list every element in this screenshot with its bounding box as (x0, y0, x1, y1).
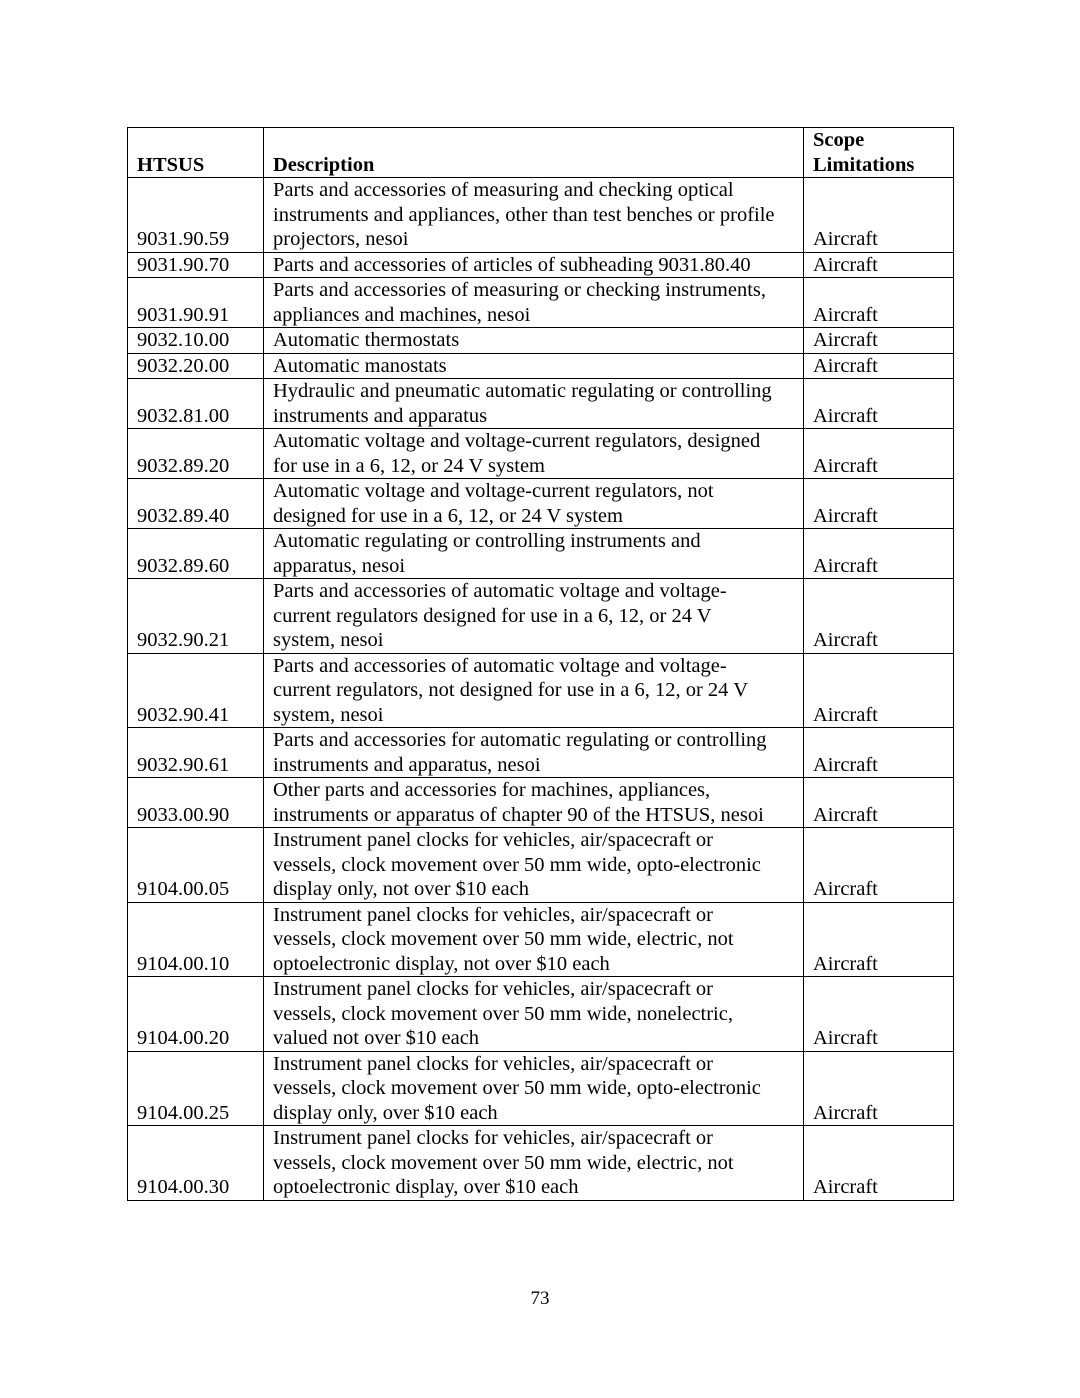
scope-limitation-cell: Aircraft (804, 977, 954, 1052)
description-cell: Automatic thermostats (264, 328, 804, 354)
scope-limitation-cell: Aircraft (804, 328, 954, 354)
description-cell: Instrument panel clocks for vehicles, air/spacecraft or vessels, clock movement over 50 mm wide, opto-electronic display only, over $10 each (264, 1051, 804, 1126)
scope-limitation-cell: Aircraft (804, 579, 954, 654)
table-row (128, 977, 954, 1052)
description-cell: Parts and accessories for automatic regulating or controlling instruments and apparatus, nesoi (264, 728, 804, 778)
header-htsus: HTSUS (128, 128, 264, 178)
htsus-code-cell: 9032.90.41 (128, 653, 264, 728)
table-row (128, 828, 954, 903)
scope-limitation-cell: Aircraft (804, 353, 954, 379)
table-body (128, 178, 954, 1201)
scope-limitation-cell: Aircraft (804, 529, 954, 579)
htsus-code-cell: 9033.00.90 (128, 778, 264, 828)
table-row (128, 278, 954, 328)
table-row (128, 653, 954, 728)
scope-limitation-cell: Aircraft (804, 778, 954, 828)
htsus-code-cell: 9032.81.00 (128, 379, 264, 429)
htsus-code-cell: 9032.10.00 (128, 328, 264, 354)
htsus-code-cell: 9032.89.40 (128, 479, 264, 529)
header-scope-limitations: Scope Limitations (804, 128, 954, 178)
table-row (128, 178, 954, 253)
description-cell: Automatic regulating or controlling instruments and apparatus, nesoi (264, 529, 804, 579)
table-header-row (128, 128, 954, 178)
htsus-code-cell: 9104.00.25 (128, 1051, 264, 1126)
scope-limitation-cell: Aircraft (804, 429, 954, 479)
scope-limitation-cell: Aircraft (804, 479, 954, 529)
htsus-code-cell: 9031.90.91 (128, 278, 264, 328)
scope-limitation-cell: Aircraft (804, 728, 954, 778)
description-cell: Automatic voltage and voltage-current regulators, not designed for use in a 6, 12, or 24 V system (264, 479, 804, 529)
header-description: Description (264, 128, 804, 178)
description-cell: Automatic voltage and voltage-current regulators, designed for use in a 6, 12, or 24 V system (264, 429, 804, 479)
description-cell: Automatic manostats (264, 353, 804, 379)
scope-limitation-cell: Aircraft (804, 379, 954, 429)
htsus-code-cell: 9104.00.10 (128, 902, 264, 977)
description-cell: Parts and accessories of measuring and checking optical instruments and appliances, other than test benches or profile projectors, nesoi (264, 178, 804, 253)
description-cell: Parts and accessories of automatic voltage and voltage- current regulators, not designed for use in a 6, 12, or 24 V system, nesoi (264, 653, 804, 728)
description-cell: Instrument panel clocks for vehicles, air/spacecraft or vessels, clock movement over 50 mm wide, opto-electronic display only, not over $10 each (264, 828, 804, 903)
htsus-code-cell: 9032.90.21 (128, 579, 264, 654)
scope-limitation-cell: Aircraft (804, 653, 954, 728)
htsus-code-cell: 9031.90.59 (128, 178, 264, 253)
table-row (128, 529, 954, 579)
htsus-code-cell: 9032.20.00 (128, 353, 264, 379)
htsus-code-cell: 9104.00.20 (128, 977, 264, 1052)
description-cell: Other parts and accessories for machines, appliances, instruments or apparatus of chapter 90 of the HTSUS, nesoi (264, 778, 804, 828)
scope-limitation-cell: Aircraft (804, 278, 954, 328)
htsus-table (127, 127, 954, 1201)
description-cell: Instrument panel clocks for vehicles, air/spacecraft or vessels, clock movement over 50 mm wide, electric, not optoelectronic display, over $10 each (264, 1126, 804, 1201)
page-number: 73 (530, 1288, 550, 1309)
htsus-code-cell: 9032.89.60 (128, 529, 264, 579)
description-cell: Parts and accessories of automatic voltage and voltage- current regulators designed for use in a 6, 12, or 24 V system, nesoi (264, 579, 804, 654)
htsus-code-cell: 9031.90.70 (128, 252, 264, 278)
scope-limitation-cell: Aircraft (804, 252, 954, 278)
table-row (128, 328, 954, 354)
scope-limitation-cell: Aircraft (804, 902, 954, 977)
table-row (128, 728, 954, 778)
description-cell: Instrument panel clocks for vehicles, air/spacecraft or vessels, clock movement over 50 mm wide, nonelectric, valued not over $10 each (264, 977, 804, 1052)
table-row (128, 379, 954, 429)
description-cell: Instrument panel clocks for vehicles, air/spacecraft or vessels, clock movement over 50 mm wide, electric, not optoelectronic display, not over $10 each (264, 902, 804, 977)
htsus-code-cell: 9104.00.05 (128, 828, 264, 903)
description-cell: Parts and accessories of articles of subheading 9031.80.40 (264, 252, 804, 278)
htsus-code-cell: 9032.90.61 (128, 728, 264, 778)
htsus-code-cell: 9104.00.30 (128, 1126, 264, 1201)
table-row (128, 778, 954, 828)
table-row (128, 1126, 954, 1201)
description-cell: Hydraulic and pneumatic automatic regulating or controlling instruments and apparatus (264, 379, 804, 429)
table-row (128, 479, 954, 529)
scope-limitation-cell: Aircraft (804, 828, 954, 903)
scope-limitation-cell: Aircraft (804, 1126, 954, 1201)
htsus-code-cell: 9032.89.20 (128, 429, 264, 479)
scope-limitation-cell: Aircraft (804, 1051, 954, 1126)
description-cell: Parts and accessories of measuring or checking instruments, appliances and machines, nesoi (264, 278, 804, 328)
table-row (128, 579, 954, 654)
table-row (128, 353, 954, 379)
table-row (128, 429, 954, 479)
scope-limitation-cell: Aircraft (804, 178, 954, 253)
table-row (128, 1051, 954, 1126)
table-row (128, 902, 954, 977)
table-row (128, 252, 954, 278)
